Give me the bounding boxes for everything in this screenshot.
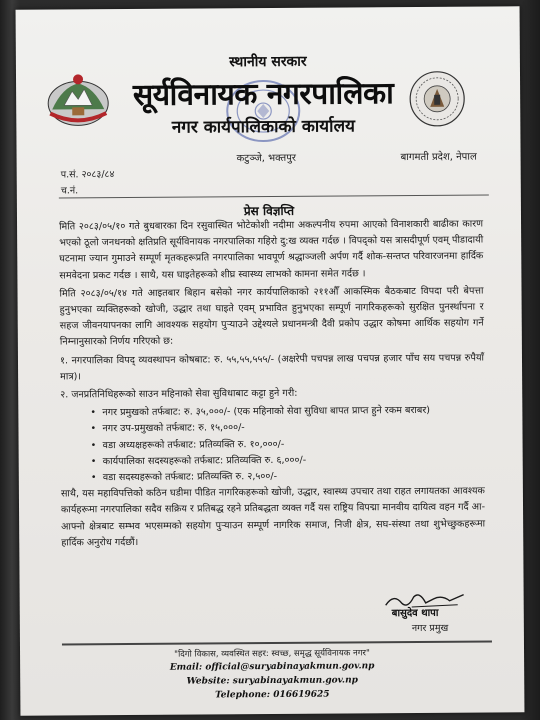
footer-motto: "दिगो विकास, व्यवस्थित सहर: स्वच्छ, समृद्ध सूर्यविनायक नगर" xyxy=(174,648,370,660)
paragraph-condolence: मिति २०८३/०५/१० गते बुधबारका दिन रसुवास्थित भोटेकोशी नदीमा अकल्पनीय रुपमा आएको विनाशकारी बाढीका कारण भएको ठूलो जनधनको क्षतिप्रति सूर्यविनायक नगरपालिका गहिरो दु:ख व्यक्त गर्दछ । विपद्को यस त्रासदीपूर्ण एवम् पीडादायी घटनामा ज्यान गुमाउने सम्पूर्ण मृतकहरूप्रति नगरपालिका भावपूर्ण श्रद्धाञ्जली अर्पण गर्दै शोक-सन्तप्त परिवारजनमा हार्दिक समवेदना प्रकट गर्दछ । साथै, यस घाइतेहरूको शीघ्र स्वास्थ्य लाभको कामना समेत गर्दछ । xyxy=(59,218,484,282)
paragraph-appeal: साथै, यस महाविपत्तिको कठिन घडीमा पीडित नागरिकहरूको खोजी, उद्धार, स्वास्थ्य उपचार तथा राहत लगायतका आवश्यक कार्यहरूमा नगरपालिका सदैव सक्रिय र प्रतिबद्ध रहने प्रतिबद्धता व्यक्त गर्दै यस राष्ट्रिय विपद्मा मानवीय दायित्व वहन गर्दै आ-आफ्नो क्षेत्रबाट सम्भव भएसम्मको सहयोग पुऱ्याउन सम्पूर्ण नागरिक समाज, निजी क्षेत्र, सघ-संस्था तथा शुभेच्छुकहरूमा हार्दिक अनुरोध गर्दछौं। xyxy=(60,485,486,549)
signatory-role: नगर प्रमुख xyxy=(411,622,449,635)
decision-item-2: २. जनप्रतिनिधिहरूको साउन महिनाको सेवा सुविधाबाट कट्टा हुने गरी: xyxy=(60,387,298,401)
list-item-text: वडा सदस्यहरूको तर्फबाट: प्रतिव्यक्ति रु. २,५००/- xyxy=(102,471,278,484)
bullet-icon: • xyxy=(90,472,97,484)
list-item-text: कार्यपालिका सदस्यहरूको तर्फबाट: प्रतिव्यक्ति रु. ६,०००/- xyxy=(102,454,307,468)
government-tier: स्थानीय सरकार xyxy=(229,53,307,71)
list-item xyxy=(61,468,485,487)
footer-divider xyxy=(62,640,492,645)
reference-number: प.सं. २०८३/८४ xyxy=(60,169,115,181)
document-body xyxy=(59,217,485,554)
divider xyxy=(59,194,489,198)
municipality-name: सूर्यविनायक नगरपालिका xyxy=(132,76,394,113)
province-country: बागमती प्रदेश, नेपाल xyxy=(400,151,477,164)
signatory-name: बासुदेव थापा xyxy=(391,607,439,620)
list-item-text: नगर उप-प्रमुखको तर्फबाट: रु. १५,०००/- xyxy=(102,422,245,435)
footer-email: Email: official@suryabinayakmun.gov.np xyxy=(169,661,375,673)
office-location: कटुञ्जे, भक्तपुर xyxy=(236,152,296,165)
document-title: प्रेस विज्ञप्ति xyxy=(243,203,295,219)
dispatch-number: च.नं. xyxy=(60,185,79,197)
footer-website: Website: suryabinayakmun.gov.np xyxy=(186,675,358,687)
decision-item-1: १. नगरपालिका विपद् व्यवस्थापन कोषबाट: रु. ५५,५५,५५५/- (अक्षरेपी पचपन्न लाख पचपन्न हजार पाँच सय पचपन्न रुपैयाँ मात्र)। xyxy=(59,352,485,383)
paragraph-decision: मिति २०८३/०५/१४ गते आइतबार बिहान बसेको नगर कार्यपालिकाको २११औँ आकस्मिक बैठकबाट विपदा परी बेपत्ता हुनुभएका व्यक्तिहरूको खोजी, उद्धार तथा घाइते एवम् प्रभावित हुनुभएका सम्पूर्ण नागरिकहरूको सुरक्षित पुनर्स्थापना र सहज जीवनयापनका लागि आवश्यक सहयोग पुऱ्याउने उद्देश्यले प्रधानमन्त्री दैवी प्रकोप उद्धार कोषमा आर्थिक सहयोग गर्ने निम्नानुसारको निर्णय गरिएको छ: xyxy=(59,285,484,348)
bullet-icon: • xyxy=(90,456,97,468)
municipality-seal-icon xyxy=(402,69,472,129)
bullet-icon: • xyxy=(90,423,97,435)
list-item-text: नगर प्रमुखको तर्फबाट: रु. ३५,०००/- (एक महिनाको सेवा सुविधा बापत प्राप्त हुने रकम बराबर) xyxy=(102,405,431,419)
nepal-emblem-icon xyxy=(42,69,114,130)
list-item-text: वडा अध्यक्षहरूको तर्फबाट: प्रतिव्यक्ति रु. १०,०००/- xyxy=(102,438,285,451)
office-name: नगर कार्यपालिकाको कार्यालय xyxy=(171,116,355,138)
bullet-icon: • xyxy=(90,407,97,419)
press-release-document xyxy=(16,6,525,716)
bullet-icon: • xyxy=(90,439,97,451)
footer-telephone: Telephone: 016619625 xyxy=(215,689,330,701)
